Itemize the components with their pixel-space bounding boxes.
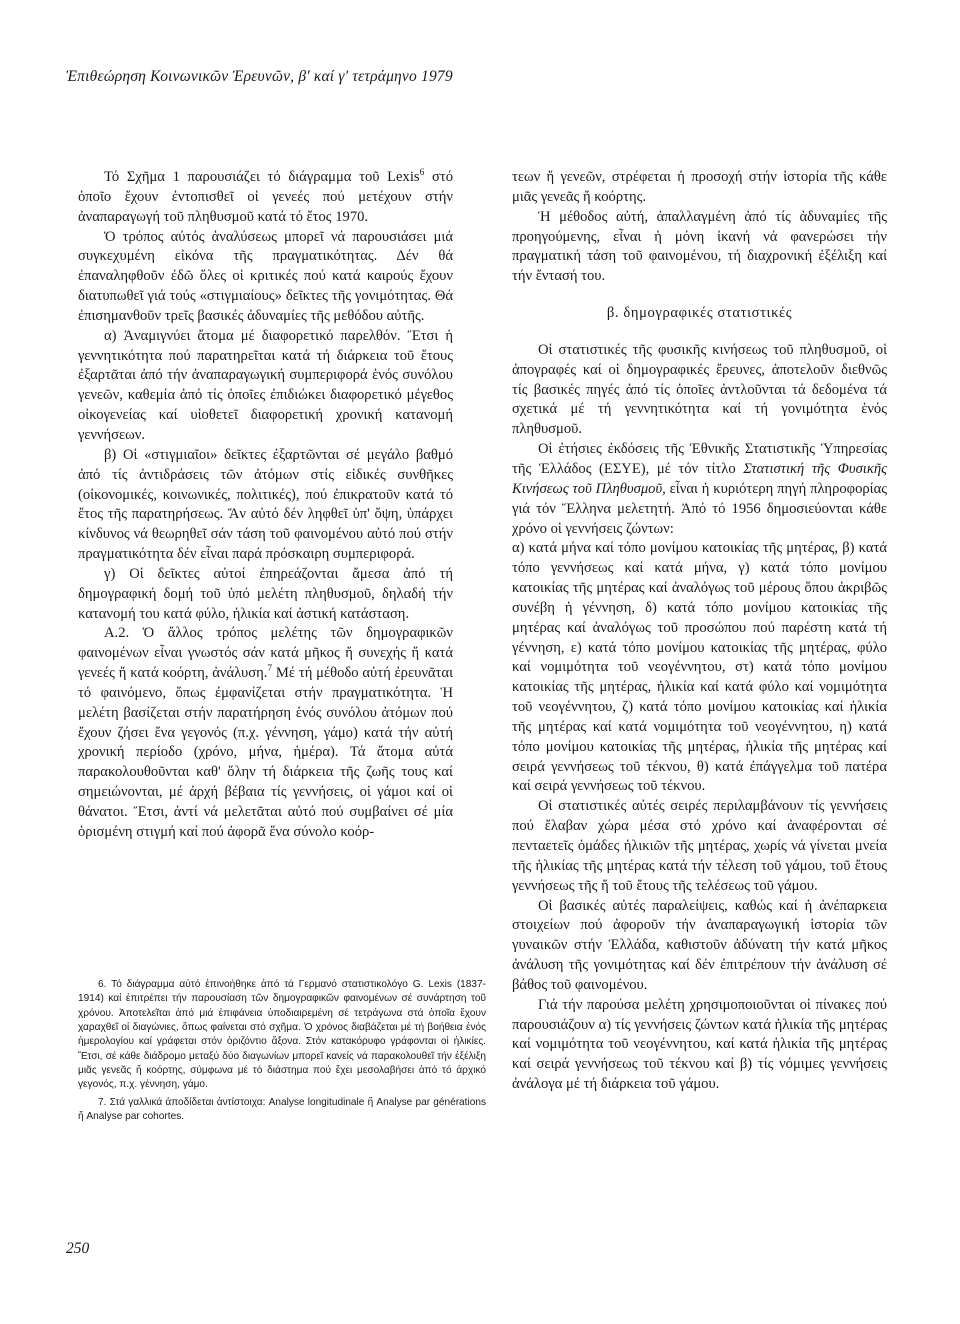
publication-title: Στατιστική τῆς Φυσικῆς Κινήσεως τοῦ Πληθυσμοῦ, <box>512 460 887 497</box>
paragraph: Οἱ βασικές αὐτές παραλείψεις, καθώς καί ἡ ἀνέπαρκεια στοιχείων πού ἀφοροῦν τήν ἀναπαραγωγική ἱστορία τῶν γυναικῶν στήν Ἑλλάδα, καθιστοῦν ἀδύνατη τήν κατά μῆκος ἀνάλυση τῆς γονιμότητας καί δέν ἐπιτρέπουν τήν ἀνάλυση σέ βάθος τοῦ φαινομένου. <box>512 897 887 993</box>
paragraph-text: Α.2. Ὁ ἄλλος τρόπος μελέτης τῶν δημογραφικῶν φαινομένων εἶναι γνωστός σάν κατά μῆκος ἤ συνεχής ἤ κατά γενεές ἤ κατά κοόρτη, ἀνάλυση. <box>78 625 453 682</box>
paragraph <box>512 440 887 539</box>
footnote-ref-6: 6 <box>419 168 425 179</box>
footnotes <box>78 978 486 1124</box>
paragraph-text: Τό Σχῆμα 1 παρουσιάζει τό διάγραμμα τοῦ Lexis <box>104 169 420 185</box>
paragraph: Ὁ τρόπος αὐτός ἀναλύσεως μπορεῖ νά παρουσιάσει μιά συγκεχυμένη εἰκόνα τῆς πραγματικότητας. Δέν θά ἐπαναληφθοῦν ἐδῶ ὅλες οἱ κριτικές πού κατά καιρούς ἔχουν διατυπωθεῖ γιά τούς «στιγμιαίους» δεῖκτες τῆς γονιμότητας. Θά ἐπισημανθοῦν τρεῖς βασικές ἀδυναμίες τῆς μεθόδου αὐτῆς. <box>78 228 453 324</box>
footnote-ref-7: 7 <box>267 664 273 675</box>
paragraph: Οἱ στατιστικές αὐτές σειρές περιλαμβάνουν τίς γεννήσεις πού ἔλαβαν χώρα μέσα στό χρόνο καί ἀναφέρονται σέ πενταετεῖς ὁμάδες ἡλικιῶν τῆς μητέρας, χωρίς νά γίνεται μνεία τῆς ἡλικίας τῆς μητέρας κατά τήν τέλεση τοῦ γάμου, τοῦ ἔτους γεννήσεως τῆς ἤ τοῦ ἔτους τῆς τελέσεως τοῦ γάμου. <box>512 798 887 894</box>
right-column <box>512 168 887 1095</box>
paragraph-text: εἶναι ἡ κυριότερη πηγή πληροφορίας γιά τόν Ἕλληνα μελετητή. Ἀπό τό 1956 δημοσιεύονται κάθε χρόνο οἱ γεννήσεις ζώντων: <box>512 480 887 537</box>
paragraph-text: στό ὁποῖο ἔχουν ἐντοπισθεῖ οἱ γενεές πού μετέχουν στήν ἀναπαραγωγή τοῦ πληθυσμοῦ κατά τό ἔτος 1970. <box>78 169 453 225</box>
paragraph: γ) Οἱ δεῖκτες αὐτοί ἐπηρεάζονται ἄμεσα ἀπό τή δημογραφική δομή τοῦ ὑπό μελέτη πληθυσμοῦ, δηλαδή τήν κατανομή του κατά φύλο, ἡλικία καί ἀστική κατάσταση. <box>78 565 453 622</box>
paragraph: Ἡ μέθοδος αὐτή, ἀπαλλαγμένη ἀπό τίς ἀδυναμίες τῆς προηγούμενης, εἶναι ἡ μόνη ἱκανή νά φανερώσει τήν πραγματική τάση τοῦ φαινομένου, τή διαχρονική ἐξέλιξη καί τήν ἔντασή του. <box>512 208 887 285</box>
paragraph: Γιά τήν παρούσα μελέτη χρησιμοποιοῦνται οἱ πίνακες πού παρουσιάζουν α) τίς γεννήσεις ζώντων κατά ἡλικία τῆς μητέρας καί νομιμότητα τοῦ νεογέννητου, καί κατά ἡλικία τῆς μητέρας καί σειρά γεννήσεως τοῦ τέκνου καί β) τίς νόμιμες γεννήσεις ἀνάλογα μέ τή διάρκεια τοῦ γάμου. <box>512 996 887 1093</box>
paragraph: α) κατά μήνα καί τόπο μονίμου κατοικίας τῆς μητέρας, β) κατά τόπο γεννήσεως καί κατά μήνα, γ) κατά τόπο μονίμου κατοικίας τῆς μητέρας καί ἀναλόγως τοῦ μέρους ὅπου ἀκριβῶς συνέβη ἡ γέννηση, δ) κατά τόπο μονίμου κατοικίας τῆς μητέρας καί ἀναλόγως τοῦ προσώπου πού παρέστη κατά τή γέννηση, ε) κατά τόπο μονίμου κατοικίας τῆς μητέρας, φύλο καί νομιμότητα τοῦ νεογέννητου, στ) κατά τόπο μονίμου κατοικίας τῆς μητέρας, ἡλικία καί κατά φύλο καί νομιμότητα τοῦ νεογέννητου, ζ) κατά τόπο μονίμου κατοικίας καί ἡλικία τῆς μητέρας καί κατά νομιμότητα τοῦ νεογέννητου, η) κατά τόπο μονίμου κατοικίας τῆς μητέρας, ἡλικία τῆς μητέρας καί σειρά γεννήσεως τοῦ τέκνου, θ) κατά ἐπάγγελμα τοῦ πατέρα καί σειρά γεννήσεως τοῦ τέκνου. <box>512 540 887 795</box>
paragraph: α) Ἀναμιγνύει ἄτομα μέ διαφορετικό παρελθόν. Ἔτσι ἡ γεννητικότητα πού παρατηρεῖται κατά τή διάρκεια τοῦ ἔτους ἐξαρτᾶται ἀπό τήν ἀναπαραγωγική συμπεριφορά ἑνός συνόλου γενεῶν, καθεμία ἀπό τίς ὁποῖες ἐπιδιώκει διαφορετικό μέγεθος οἰκογενείας καί υἱοθετεῖ διαφορετική χρονική κατανομή γεννήσεων. <box>78 327 453 443</box>
paragraph: Οἱ στατιστικές τῆς φυσικῆς κινήσεως τοῦ πληθυσμοῦ, οἱ ἀπογραφές καί οἱ δημογραφικές ἔρευνες, ἀποτελοῦν διεθνῶς τίς βασικές πηγές ἀπό τίς ὁποῖες ἀντλοῦνται τά δεδομένα τά σχετικά μέ τή γεννητικότητα καί τή γονιμότητα ἑνός πληθυσμοῦ. <box>512 341 887 438</box>
paragraph <box>78 168 453 228</box>
section-heading: β. δημογραφικές στατιστικές <box>606 305 793 322</box>
left-column <box>78 168 453 843</box>
footnote-6: 6. Τό διάγραμμα αὐτό ἐπινοήθηκε ἀπό τά Γερμανό στατιστικολόγο G. Lexis (1837-1914) καί ἐπιτρέπει τήν παρουσίαση τῶν δημογραφικῶν φαινομένων σέ συνάρτηση τοῦ χρόνου. Ἀποτελεῖται ἀπό μιά ἐπιφάνεια ὑποδιαιρεμένη σέ τετράγωνα στά ὁποῖα ἔχουν χαραχθεῖ οἱ διαγώνιες, ὅπως φαίνεται στό σχῆμα. Ὁ χρόνος διαβάζεται μέ τή βοήθεια ἑνός ἡμερολογίου καί γράφεται στόν ὁριζόντιο ἄξονα. Στόν κατακόρυφο γράφονται οἱ ἡλικίες. Ἔτσι, σέ κάθε διάδρομο μεταξύ δύο διαγωνίων μπορεῖ κανείς νά παρακολουθεῖ τήν ἐξέλιξη μιᾶς γενεᾶς ἤ κοόρτης, σύμφωνα μέ τό διάστημα πού ἔχει μεσολαβήσει ἀπό τό ἀρχικό γεγονός, π.χ. γέννηση, γάμο. <box>78 979 486 1091</box>
paragraph-text: Οἱ ἐτήσιες ἐκδόσεις τῆς Ἐθνικῆς Στατιστικῆς Ὑπηρεσίας τῆς Ἑλλάδος (ΕΣΥΕ), μέ τόν τίτλο <box>512 441 887 477</box>
paragraph: τεων ἤ γενεῶν, στρέφεται ἡ προσοχή στήν ἱστορία τῆς κάθε μιᾶς γενεᾶς ἤ κοόρτης. <box>512 169 887 205</box>
page-number: 250 <box>66 1240 90 1257</box>
paragraph-text: Μέ τή μέθοδο αὐτή ἐρευνᾶται τό φαινόμενο, ὅπως ἐμφανίζεται στήν πραγματικότητα. Ἡ μελέτη βασίζεται στήν παρατήρηση ἑνός συνόλου ἀτόμων πού ἔχουν ζήσει ἕνα γεγονός (π.χ. γέννηση, γάμο) κατά τήν αὐτή χρονική περίοδο (χρόνο, μήνα, ἡμέρα). Τά ἄτομα αὐτά παρακολουθοῦνται καθ' ὅλην τή διάρκεια τῆς ζωῆς τους καί σημειώνονται, μέ ἀρχή βέβαια τίς γεννήσεις, οἱ γάμοι καί οἱ θάνατοι. Ἔτσι, ἀντί νά μελετᾶται αὐτό πού συμβαίνει σέ μία ὁρισμένη στιγμή καί πού ἀφορᾶ ἕνα σύνολο κοόρ- <box>78 665 453 840</box>
running-header: Ἐπιθεώρηση Κοινωνικῶν Ἐρευνῶν, β' καί γ' τετράμηνο 1979 <box>66 68 453 85</box>
paragraph <box>78 624 453 842</box>
paragraph: β) Οἱ «στιγμιαῖοι» δεῖκτες ἐξαρτῶνται σέ μεγάλο βαθμό ἀπό τίς ἀντιδράσεις τῶν ἀτόμων στίς εἰδικές συνθῆκες (οἰκονομικές, κοινωνικές, πολιτικές), πού ἐπικρατοῦν κατά τό ἔτος τῆς παρατηρήσεως. Ἄν αὐτό δέν ληφθεῖ ὑπ' ὄψη, ὑπάρχει κίνδυνος νά θεωρηθεῖ σάν τάση τοῦ φαινομένου αὐτό πού στήν πραγματικότητα δέν εἶναι παρά πρόσκαιρη συμπεριφορά. <box>78 446 453 563</box>
footnote-7: 7. Στά γαλλικά ἀποδίδεται ἀντίστοιχα: Analyse longitudinale ἤ Analyse par générations ἤ Analyse par cohortes. <box>78 1096 486 1123</box>
